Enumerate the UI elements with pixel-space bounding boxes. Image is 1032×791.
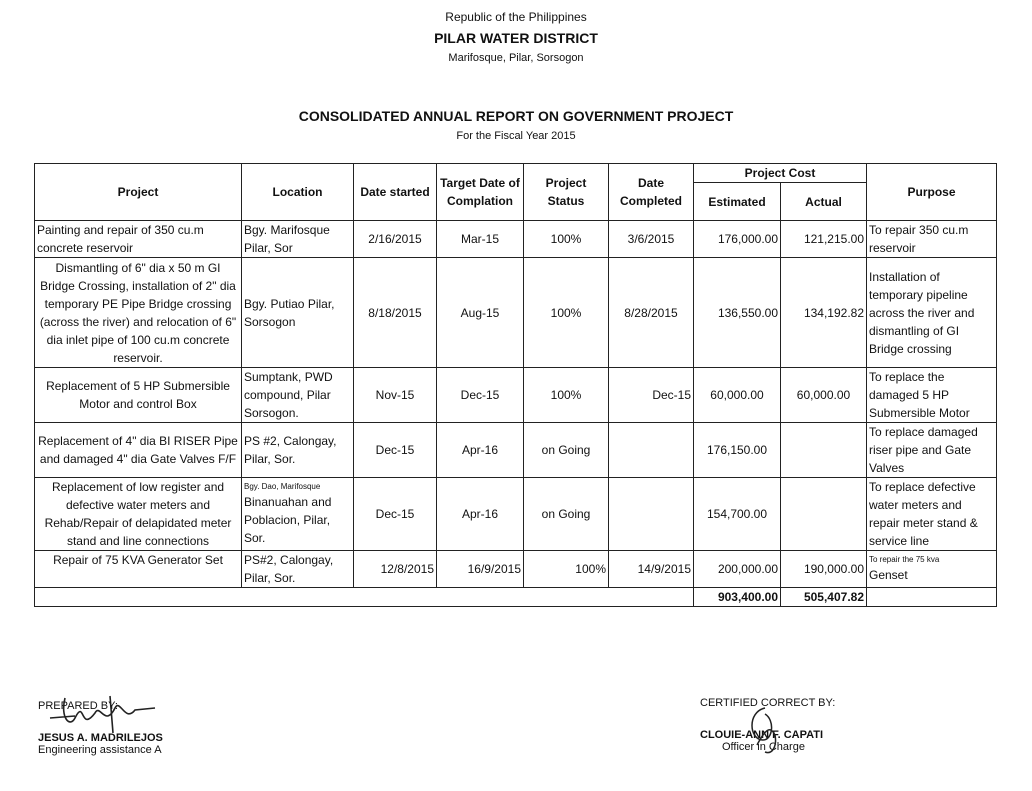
table-row bbox=[35, 551, 997, 588]
table-row bbox=[35, 221, 997, 258]
cell-estimated: 176,150.00 bbox=[694, 423, 781, 478]
cell-actual bbox=[781, 423, 867, 478]
total-estimated: 903,400.00 bbox=[694, 588, 781, 607]
cell-date-started: Nov-15 bbox=[354, 368, 437, 423]
total-actual: 505,407.82 bbox=[781, 588, 867, 607]
cell-purpose: To replace defective water meters and repair meter stand & service line bbox=[867, 478, 997, 551]
col-project: Project bbox=[35, 164, 242, 221]
cell-status: 100% bbox=[524, 221, 609, 258]
cell-date-completed: Dec-15 bbox=[609, 368, 694, 423]
cell-purpose bbox=[867, 551, 997, 588]
prepared-by-title: Engineering assistance A bbox=[38, 744, 162, 756]
report-title: CONSOLIDATED ANNUAL REPORT ON GOVERNMENT PROJECT bbox=[298, 108, 734, 124]
cell-project: Replacement of 5 HP Submersible Motor and control Box bbox=[35, 368, 242, 423]
cell-location: PS #2, Calongay, Pilar, Sor. bbox=[242, 423, 354, 478]
table-row bbox=[35, 423, 997, 478]
cell-date-completed: 8/28/2015 bbox=[609, 258, 694, 368]
cell-location: PS#2, Calongay, Pilar, Sor. bbox=[242, 551, 354, 588]
cell-estimated: 176,000.00 bbox=[694, 221, 781, 258]
cell-purpose: To replace damaged riser pipe and Gate Valves bbox=[867, 423, 997, 478]
cell-date-started: 8/18/2015 bbox=[354, 258, 437, 368]
prepared-by-name: JESUS A. MADRILEJOS bbox=[38, 732, 163, 744]
col-actual: Actual bbox=[781, 183, 867, 221]
table-row bbox=[35, 478, 997, 551]
cell-location: Sumptank, PWD compound, Pilar Sorsogon. bbox=[242, 368, 354, 423]
certified-by-label: CERTIFIED CORRECT BY: bbox=[700, 697, 836, 709]
prepared-by-label: PREPARED BY: bbox=[38, 700, 118, 712]
col-location: Location bbox=[242, 164, 354, 221]
cell-actual: 134,192.82 bbox=[781, 258, 867, 368]
certified-by-name: CLOUIE-ANN F. CAPATI bbox=[700, 729, 824, 741]
cell-actual: 60,000.00 bbox=[781, 368, 867, 423]
cell-target-date: Apr-16 bbox=[437, 478, 524, 551]
totals-row bbox=[35, 588, 997, 607]
cell-purpose: Installation of temporary pipeline across the river and dismantling of GI Bridge crossing bbox=[867, 258, 997, 368]
col-target-date: Target Date of Complation bbox=[437, 164, 524, 221]
cell-date-completed bbox=[609, 478, 694, 551]
cell-date-started: Dec-15 bbox=[354, 478, 437, 551]
cell-estimated: 200,000.00 bbox=[694, 551, 781, 588]
cell-project: Painting and repair of 350 cu.m concrete reservoir bbox=[35, 221, 242, 258]
cell-location: Bgy. Putiao Pilar, Sorsogon bbox=[242, 258, 354, 368]
district-name: PILAR WATER DISTRICT bbox=[434, 30, 598, 46]
cell-status: 100% bbox=[524, 258, 609, 368]
certified-by-title: Officer in Charge bbox=[722, 741, 805, 753]
cell-date-started: 2/16/2015 bbox=[354, 221, 437, 258]
cell-target-date: Apr-16 bbox=[437, 423, 524, 478]
cell-actual bbox=[781, 478, 867, 551]
table-row bbox=[35, 258, 997, 368]
cell-purpose-small: To repair the 75 kva bbox=[869, 555, 940, 564]
cell-purpose: To repair 350 cu.m reservoir bbox=[867, 221, 997, 258]
cell-location bbox=[242, 478, 354, 551]
cell-status: on Going bbox=[524, 478, 609, 551]
cell-project: Replacement of low register and defective water meters and Rehab/Repair of delapidated meter stand and line connections bbox=[35, 478, 242, 551]
cell-date-started: Dec-15 bbox=[354, 423, 437, 478]
prepared-signature-icon bbox=[45, 688, 165, 738]
republic-line: Republic of the Philippines bbox=[445, 10, 587, 24]
cell-project: Replacement of 4" dia BI RISER Pipe and damaged 4" dia Gate Valves F/F bbox=[35, 423, 242, 478]
cell-status: 100% bbox=[524, 368, 609, 423]
col-status: Project Status bbox=[524, 164, 609, 221]
certified-signature-icon bbox=[735, 700, 795, 760]
table-row bbox=[35, 368, 997, 423]
cell-status: on Going bbox=[524, 423, 609, 478]
cell-estimated: 136,550.00 bbox=[694, 258, 781, 368]
col-project-cost: Project Cost bbox=[694, 164, 867, 183]
cell-status: 100% bbox=[524, 551, 609, 588]
cell-purpose: To replace the damaged 5 HP Submersible Motor bbox=[867, 368, 997, 423]
col-date-started: Date started bbox=[354, 164, 437, 221]
col-estimated: Estimated bbox=[694, 183, 781, 221]
cell-location-main: Binanuahan and Poblacion, Pilar, Sor. bbox=[244, 495, 332, 545]
cell-date-completed: 3/6/2015 bbox=[609, 221, 694, 258]
cell-date-started: 12/8/2015 bbox=[354, 551, 437, 588]
cell-project: Dismantling of 6" dia x 50 m GI Bridge Crossing, installation of 2" dia temporary PE Pipe Bridge crossing (across the river) and relocation of 6" dia inlet pipe of 100 cu.m concrete reservoir. bbox=[35, 258, 242, 368]
cell-date-completed bbox=[609, 423, 694, 478]
cell-project: Repair of 75 KVA Generator Set bbox=[35, 551, 242, 588]
cell-actual: 190,000.00 bbox=[781, 551, 867, 588]
col-date-completed: Date Completed bbox=[609, 164, 694, 221]
cell-purpose-main: Genset bbox=[869, 568, 908, 582]
cell-estimated: 60,000.00 bbox=[694, 368, 781, 423]
projects-table bbox=[34, 163, 997, 607]
cell-estimated: 154,700.00 bbox=[694, 478, 781, 551]
district-address: Marifosque, Pilar, Sorsogon bbox=[448, 52, 584, 64]
cell-target-date: Mar-15 bbox=[437, 221, 524, 258]
cell-target-date: Dec-15 bbox=[437, 368, 524, 423]
cell-location-small: Bgy. Dao, Marifosque bbox=[244, 482, 321, 491]
fiscal-year: For the Fiscal Year 2015 bbox=[456, 130, 576, 142]
cell-target-date: 16/9/2015 bbox=[437, 551, 524, 588]
col-purpose: Purpose bbox=[867, 164, 997, 221]
cell-date-completed: 14/9/2015 bbox=[609, 551, 694, 588]
cell-target-date: Aug-15 bbox=[437, 258, 524, 368]
cell-actual: 121,215.00 bbox=[781, 221, 867, 258]
cell-location: Bgy. Marifosque Pilar, Sor bbox=[242, 221, 354, 258]
